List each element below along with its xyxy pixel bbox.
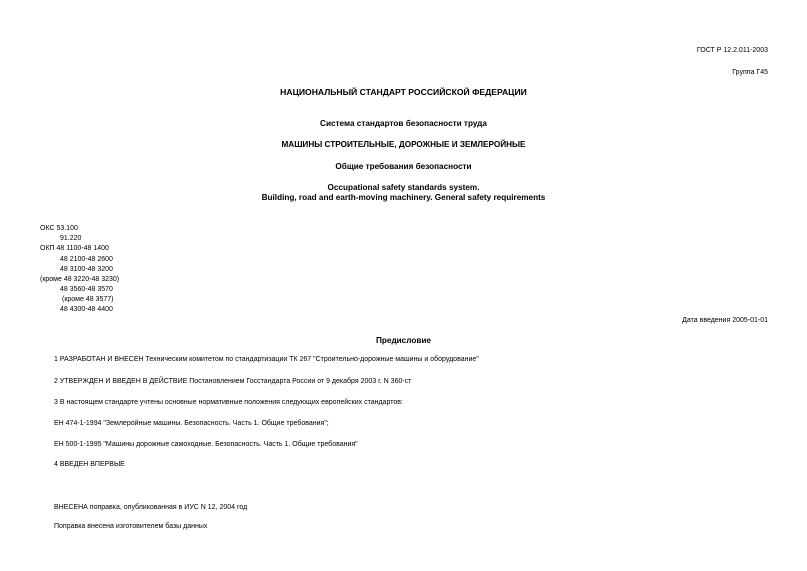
okp-code: 48 3560-48 3570 <box>60 286 113 293</box>
english-title-line1: Occupational safety standards system. <box>327 183 480 192</box>
group-label: Группа Г45 <box>732 69 768 76</box>
oks-code: ОКС 53.100 <box>40 225 78 232</box>
preface-item: 3 В настоящем стандарте учтены основные нормативные положения следующих европейских стандартов: <box>54 399 403 406</box>
machinery-title: МАШИНЫ СТРОИТЕЛЬНЫЕ, ДОРОЖНЫЕ И ЗЕМЛЕРОЙНЫЕ <box>281 140 526 149</box>
preface-item: 1 РАЗРАБОТАН И ВНЕСЕН Техническим комитетом по стандартизации ТК 267 "Строительно-дорожные машины и оборудование" <box>54 356 479 363</box>
system-title: Система стандартов безопасности труда <box>320 119 487 128</box>
amendment-note: ВНЕСЕНА поправка, опубликованная в ИУС N 12, 2004 год <box>54 504 248 511</box>
preface-heading: Предисловие <box>376 336 431 345</box>
intro-date: Дата введения 2005-01-01 <box>682 317 768 324</box>
oks-code: 91.220 <box>60 235 82 242</box>
okp-exception: (кроме 48 3577) <box>62 296 114 303</box>
okp-code: 48 4300-48 4400 <box>60 306 113 313</box>
preface-item: ЕН 500-1-1995 "Машины дорожные самоходные. Безопасность. Часть 1. Общие требования" <box>54 441 358 448</box>
doc-number: ГОСТ Р 12.2.011-2003 <box>696 47 768 54</box>
english-title-line2: Building, road and earth-moving machinery. General safety requirements <box>261 193 546 202</box>
preface-item: 2 УТВЕРЖДЕН И ВВЕДЕН В ДЕЙСТВИЕ Постановлением Госстандарта России от 9 декабря 2003 г. N 360-ст <box>54 378 412 385</box>
okp-exception: (кроме 48 3220-48 3230) <box>40 276 120 283</box>
preface-item: 4 ВВЕДЕН ВПЕРВЫЕ <box>54 461 125 468</box>
preface-item: ЕН 474-1-1994 "Землеройные машины. Безопасность. Часть 1. Общие требования"; <box>54 420 329 427</box>
okp-code: 48 2100-48 2600 <box>60 256 113 263</box>
database-note: Поправка внесена изготовителем базы данных <box>54 523 208 530</box>
okp-code: 48 3100-48 3200 <box>60 266 113 273</box>
okp-code: ОКП 48 1100-48 1400 <box>40 245 109 252</box>
subtitle: Общие требования безопасности <box>335 162 472 171</box>
national-standard-title: НАЦИОНАЛЬНЫЙ СТАНДАРТ РОССИЙСКОЙ ФЕДЕРАЦИИ <box>280 87 527 97</box>
